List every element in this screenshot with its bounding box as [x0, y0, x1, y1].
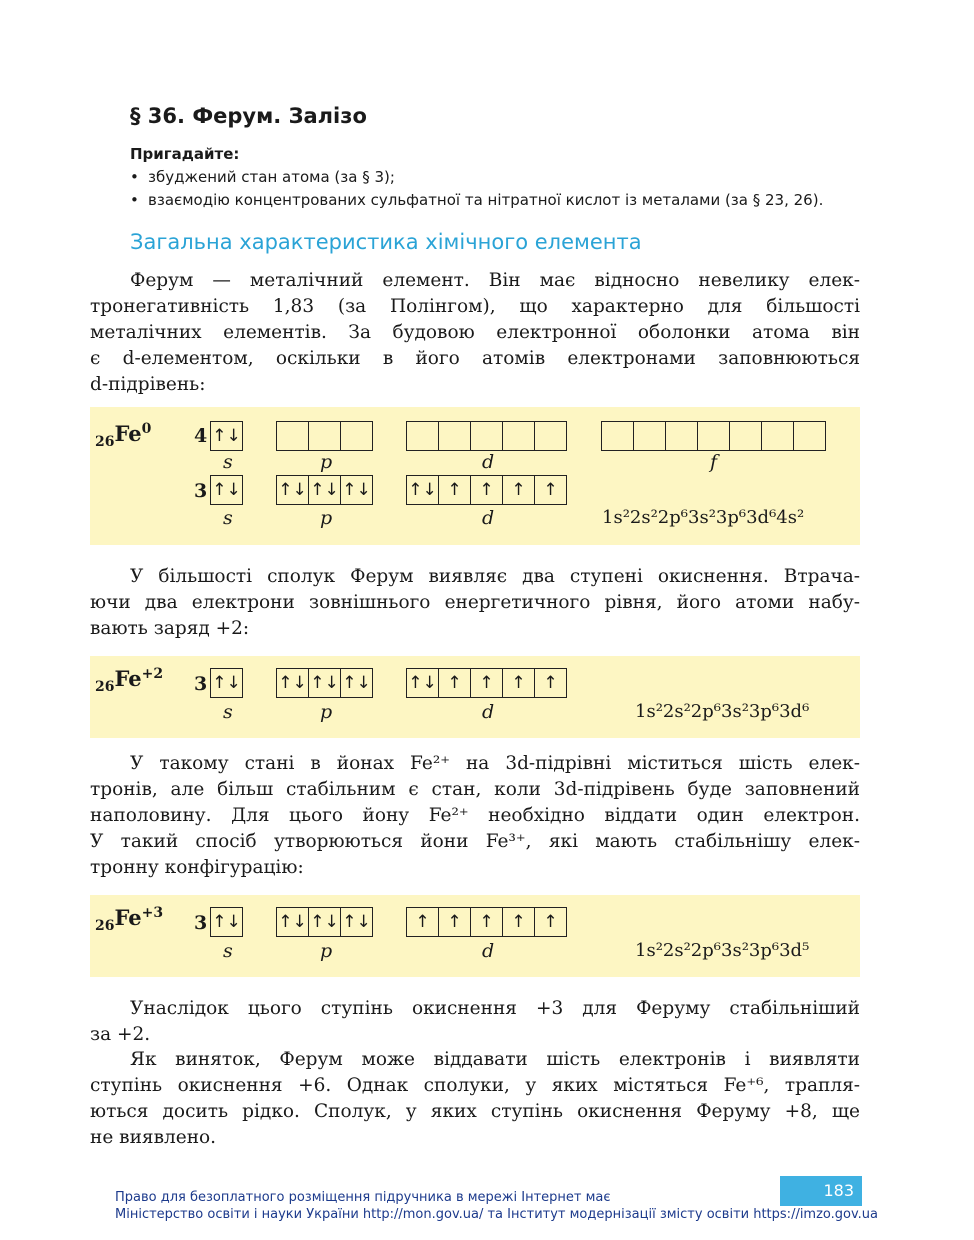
text-line: металічних елементів. За будовою електронної оболонки атома він: [90, 322, 860, 343]
orbital-4p: [276, 421, 373, 451]
element-symbol: $_{26}Fe^{+2}$: [95, 666, 164, 696]
paragraph-1: [90, 268, 860, 398]
text-line: ступінь окиснення +6. Однак сполуки, у яких містяться Fe⁺⁶, трапля-: [90, 1075, 860, 1096]
sublevel-label-d: d: [482, 507, 495, 529]
orbital-4s: [210, 421, 243, 451]
orbital-cell: [665, 421, 698, 451]
orbital-cell: [340, 421, 373, 451]
paragraph-3: [90, 751, 860, 881]
orbital-3p: [276, 907, 373, 937]
orbital-cell: ↑↓: [210, 907, 243, 937]
energy-level-label: 3: [194, 673, 208, 695]
subsection-title: Загальна характеристика хімічного елемента: [130, 230, 642, 254]
text-line: вають заряд +2:: [90, 618, 250, 639]
orbital-cell: ↑↓: [340, 668, 373, 698]
page-number: 183: [780, 1176, 862, 1206]
orbital-3d: [406, 475, 567, 505]
footer-line: Міністерство освіти і науки України http://mon.gov.ua/ та Інститут модернізації змісту освіти https://imzo.gov.ua: [115, 1207, 879, 1222]
orbital-cell: ↑: [470, 475, 503, 505]
orbital-cell: ↑↓: [210, 668, 243, 698]
energy-level-label: 3: [194, 912, 208, 934]
text-line: У більшості сполук Ферум виявляє два ступені окиснення. Втрача-: [130, 566, 860, 587]
orbital-cell: ↑: [470, 907, 503, 937]
footer-line: Право для безоплатного розміщення підручника в мережі Інтернет має: [115, 1190, 611, 1205]
sublevel-label-d: d: [482, 701, 495, 723]
orbital-cell: ↑↓: [276, 907, 309, 937]
bullet-text: збуджений стан атома (за § 3);: [148, 168, 395, 186]
orbital-cell: ↑: [502, 475, 535, 505]
orbital-cell: [761, 421, 794, 451]
orbital-cell: [793, 421, 826, 451]
orbital-cell: ↑↓: [308, 475, 341, 505]
sublevel-label-d: d: [482, 940, 495, 962]
text-line: Ферум — металічний елемент. Він має відносно невелику елек-: [130, 270, 860, 291]
electron-configuration: 1s²2s²2p⁶3s²3p⁶3d⁶: [635, 701, 810, 722]
sublevel-label-s: s: [223, 451, 233, 473]
orbital-cell: ↑: [470, 668, 503, 698]
element-symbol: $_{26}Fe^{+3}$: [95, 905, 164, 935]
orbital-cell: ↑↓: [276, 475, 309, 505]
orbital-cell: [276, 421, 309, 451]
orbital-3s: [210, 475, 243, 505]
energy-level-label: 3: [194, 480, 208, 502]
orbital-cell: [729, 421, 762, 451]
orbital-cell: ↑↓: [276, 668, 309, 698]
sublevel-label-f: f: [710, 451, 718, 473]
orbital-4f: [601, 421, 826, 451]
bullet-item: • збуджений стан атома (за § 3);: [130, 168, 395, 186]
text-line: d-підрівень:: [90, 374, 206, 395]
orbital-cell: ↑↓: [340, 475, 373, 505]
electron-configuration: 1s²2s²2p⁶3s²3p⁶3d⁵: [635, 940, 810, 961]
orbital-3d: [406, 907, 567, 937]
orbital-cell: ↑: [502, 907, 535, 937]
orbital-3d: [406, 668, 567, 698]
sublevel-label-d: d: [482, 451, 495, 473]
orbital-cell: [534, 421, 567, 451]
orbital-cell: ↑↓: [308, 668, 341, 698]
sublevel-label-p: p: [320, 940, 333, 962]
text-line: не виявлено.: [90, 1127, 217, 1148]
sublevel-label-s: s: [223, 507, 233, 529]
bullet-text: взаємодію концентрованих сульфатної та нітратної кислот із металами (за § 23, 26).: [148, 191, 824, 209]
paragraph-5: [90, 1047, 860, 1151]
orbital-cell: [601, 421, 634, 451]
orbital-cell: ↑: [502, 668, 535, 698]
orbital-cell: [438, 421, 471, 451]
text-line: тронегативність 1,83 (за Полінгом), що характерно для більшості: [90, 296, 860, 317]
orbital-cell: [406, 421, 439, 451]
text-line: є d-елементом, оскільки в його атомів електронами заповнюються: [90, 348, 860, 369]
orbital-cell: ↑↓: [210, 475, 243, 505]
paragraph-2: [90, 564, 860, 642]
sublevel-label-p: p: [320, 451, 333, 473]
element-symbol: $_{26}Fe^0$: [95, 421, 152, 451]
sublevel-label-s: s: [223, 940, 233, 962]
orbital-cell: [502, 421, 535, 451]
orbital-cell: [697, 421, 730, 451]
orbital-cell: [633, 421, 666, 451]
orbital-cell: ↑↓: [406, 475, 439, 505]
text-line: У такому стані в йонах Fe²⁺ на 3d-підрівні міститься шість елек-: [130, 753, 860, 774]
text-line: ючи два електрони зовнішнього енергетичного рівня, його атоми набу-: [90, 592, 860, 613]
text-line: У такий спосіб утворюються йони Fe³⁺, які мають стабільнішу елек-: [90, 831, 860, 852]
sublevel-label-p: p: [320, 507, 333, 529]
sublevel-label-s: s: [223, 701, 233, 723]
bullet-item: • взаємодію концентрованих сульфатної та нітратної кислот із металами (за § 23, 26).: [130, 191, 824, 209]
text-line: Як виняток, Ферум може віддавати шість електронів і виявляти: [130, 1049, 860, 1070]
orbital-cell: ↑↓: [406, 668, 439, 698]
orbital-cell: ↑: [438, 668, 471, 698]
orbital-cell: ↑: [534, 907, 567, 937]
text-line: тронів, але більш стабільним є стан, коли 3d-підрівень буде заповнений: [90, 779, 860, 800]
orbital-cell: ↑↓: [308, 907, 341, 937]
orbital-cell: ↑: [406, 907, 439, 937]
text-line: за +2.: [90, 1024, 151, 1045]
remember-label: Пригадайте:: [130, 145, 240, 163]
sublevel-label-p: p: [320, 701, 333, 723]
orbital-3p: [276, 668, 373, 698]
text-line: наполовину. Для цього йону Fe²⁺ необхідно віддати один електрон.: [90, 805, 860, 826]
orbital-cell: ↑↓: [340, 907, 373, 937]
orbital-cell: [470, 421, 503, 451]
orbital-4d: [406, 421, 567, 451]
electron-configuration: 1s²2s²2p⁶3s²3p⁶3d⁶4s²: [602, 507, 805, 528]
orbital-cell: ↑: [534, 668, 567, 698]
section-title: § 36. Ферум. Залізо: [130, 104, 367, 128]
text-line: ються досить рідко. Сполук, у яких ступінь окиснення Феруму +8, ще: [90, 1101, 860, 1122]
orbital-3s: [210, 907, 243, 937]
electron-diagram-fe0: [90, 407, 860, 545]
orbital-cell: ↑↓: [210, 421, 243, 451]
text-line: Унаслідок цього ступінь окиснення +3 для Феруму стабільніший: [130, 998, 860, 1019]
orbital-3p: [276, 475, 373, 505]
electron-diagram-fe3: [90, 895, 860, 977]
paragraph-4: [90, 996, 860, 1048]
electron-diagram-fe2: [90, 656, 860, 738]
orbital-cell: [308, 421, 341, 451]
orbital-3s: [210, 668, 243, 698]
text-line: тронну конфігурацію:: [90, 857, 304, 878]
orbital-cell: ↑: [534, 475, 567, 505]
orbital-cell: ↑: [438, 475, 471, 505]
energy-level-label: 4: [194, 425, 208, 447]
orbital-cell: ↑: [438, 907, 471, 937]
